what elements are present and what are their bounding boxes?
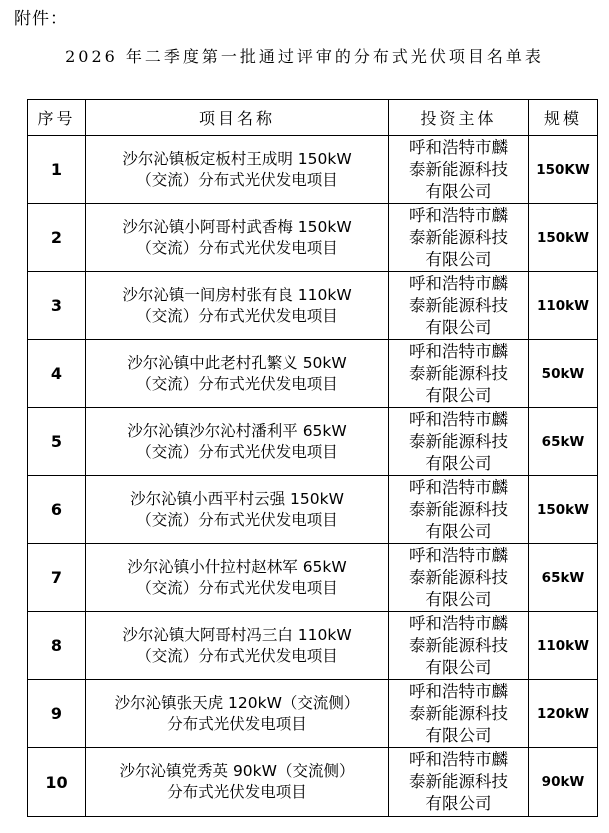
project-name-line: （交流）分布式光伏发电项目 xyxy=(136,238,338,257)
attachment-label: 附件： xyxy=(14,9,68,29)
row-index-cell: 9 xyxy=(28,680,86,748)
scale-cell: 150kW xyxy=(529,204,598,272)
table-row xyxy=(28,544,598,612)
row-index-cell: 8 xyxy=(28,612,86,680)
row-index-cell: 10 xyxy=(28,748,86,817)
investor-name-line: 呼和浩特市麟 xyxy=(409,341,508,361)
scale-cell: 120kW xyxy=(529,680,598,748)
project-name-line: 沙尔沁镇沙尔沁村潘利平 65kW xyxy=(127,421,347,440)
investor-name-line: 泰新能源科技 xyxy=(409,567,508,587)
investor-name-line: 呼和浩特市麟 xyxy=(409,545,508,565)
investor-name-line: 呼和浩特市麟 xyxy=(409,477,508,497)
investor-name-line: 泰新能源科技 xyxy=(409,295,508,315)
row-index-cell: 4 xyxy=(28,340,86,408)
scale-cell: 65kW xyxy=(529,544,598,612)
investor-cell xyxy=(389,748,529,817)
investor-cell xyxy=(389,680,529,748)
investor-cell xyxy=(389,340,529,408)
investor-cell xyxy=(389,136,529,204)
row-index-cell: 6 xyxy=(28,476,86,544)
project-name-line: （交流）分布式光伏发电项目 xyxy=(136,170,338,189)
table-row xyxy=(28,408,598,476)
scale-cell: 90kW xyxy=(529,748,598,817)
investor-cell xyxy=(389,612,529,680)
row-index-cell: 2 xyxy=(28,204,86,272)
table-body xyxy=(28,136,598,817)
investor-name-line: 呼和浩特市麟 xyxy=(409,750,508,769)
project-name-cell xyxy=(86,612,389,680)
investor-name-line: 泰新能源科技 xyxy=(409,363,508,383)
project-name-line: （交流）分布式光伏发电项目 xyxy=(136,374,338,393)
project-name-cell xyxy=(86,544,389,612)
investor-name-line: 泰新能源科技 xyxy=(409,159,508,179)
scale-cell: 65kW xyxy=(529,408,598,476)
project-name-line: （交流）分布式光伏发电项目 xyxy=(136,306,338,325)
investor-cell xyxy=(389,204,529,272)
project-name-line: 沙尔沁镇小西平村云强 150kW xyxy=(130,489,344,508)
project-name-line: 沙尔沁镇党秀英 90kW（交流侧） xyxy=(119,762,355,780)
investor-name-line: 泰新能源科技 xyxy=(409,431,508,451)
investor-cell xyxy=(389,544,529,612)
project-name-cell xyxy=(86,476,389,544)
scale-cell: 50kW xyxy=(529,340,598,408)
header-project-name: 项目名称 xyxy=(86,100,389,136)
row-index-cell: 5 xyxy=(28,408,86,476)
project-name-line: 沙尔沁镇小什拉村赵林军 65kW xyxy=(127,557,347,576)
table-row xyxy=(28,136,598,204)
row-index-cell: 7 xyxy=(28,544,86,612)
investor-name-line: 有限公司 xyxy=(425,521,492,541)
investor-name-line: 泰新能源科技 xyxy=(409,635,508,655)
project-name-cell xyxy=(86,204,389,272)
investor-name-line: 呼和浩特市麟 xyxy=(409,205,508,225)
project-name-line: 沙尔沁镇一间房村张有良 110kW xyxy=(122,285,352,304)
project-name-line: 沙尔沁镇中此老村孔繁义 50kW xyxy=(127,353,347,372)
investor-name-line: 呼和浩特市麟 xyxy=(409,409,508,429)
investor-name-line: 有限公司 xyxy=(425,317,492,337)
row-index-cell: 1 xyxy=(28,136,86,204)
table-row xyxy=(28,680,598,748)
row-index-cell: 3 xyxy=(28,272,86,340)
investor-name-line: 有限公司 xyxy=(425,725,492,745)
scale-cell: 150KW xyxy=(529,136,598,204)
investor-name-line: 有限公司 xyxy=(425,453,492,473)
table-row xyxy=(28,612,598,680)
project-name-line: （交流）分布式光伏发电项目 xyxy=(136,442,338,461)
header-scale: 规模 xyxy=(529,100,598,136)
project-name-cell xyxy=(86,680,389,748)
table-row xyxy=(28,340,598,408)
investor-name-line: 呼和浩特市麟 xyxy=(409,681,508,701)
investor-name-line: 呼和浩特市麟 xyxy=(409,137,508,157)
project-name-line: 沙尔沁镇小阿哥村武香梅 150kW xyxy=(122,217,352,236)
investor-name-line: 呼和浩特市麟 xyxy=(409,613,508,633)
investor-name-line: 有限公司 xyxy=(425,589,492,609)
project-name-line: （交流）分布式光伏发电项目 xyxy=(136,578,338,597)
project-name-line: 分布式光伏发电项目 xyxy=(167,783,307,801)
project-name-cell xyxy=(86,136,389,204)
scale-cell: 110kW xyxy=(529,272,598,340)
project-name-line: （交流）分布式光伏发电项目 xyxy=(136,510,338,529)
investor-name-line: 有限公司 xyxy=(425,794,492,813)
project-list-table xyxy=(27,99,598,817)
investor-name-line: 有限公司 xyxy=(425,181,492,201)
project-name-cell xyxy=(86,408,389,476)
scale-cell: 150kW xyxy=(529,476,598,544)
investor-cell xyxy=(389,408,529,476)
table-header-row xyxy=(28,100,598,136)
project-name-cell xyxy=(86,748,389,817)
project-name-line: 沙尔沁镇张天虎 120kW（交流侧） xyxy=(114,693,360,712)
project-name-line: 沙尔沁镇大阿哥村冯三白 110kW xyxy=(122,625,352,644)
investor-name-line: 有限公司 xyxy=(425,385,492,405)
investor-name-line: 有限公司 xyxy=(425,249,492,269)
investor-name-line: 泰新能源科技 xyxy=(409,499,508,519)
project-name-line: 沙尔沁镇板定板村王成明 150kW xyxy=(122,149,352,168)
project-name-line: 分布式光伏发电项目 xyxy=(167,714,307,733)
investor-cell xyxy=(389,272,529,340)
investor-name-line: 呼和浩特市麟 xyxy=(409,273,508,293)
table-row xyxy=(28,272,598,340)
investor-name-line: 有限公司 xyxy=(425,657,492,677)
table-row xyxy=(28,748,598,817)
investor-name-line: 泰新能源科技 xyxy=(409,703,508,723)
investor-name-line: 泰新能源科技 xyxy=(409,227,508,247)
investor-cell xyxy=(389,476,529,544)
table-row xyxy=(28,476,598,544)
header-index: 序号 xyxy=(28,100,86,136)
project-name-cell xyxy=(86,340,389,408)
investor-name-line: 泰新能源科技 xyxy=(409,772,508,791)
project-name-line: （交流）分布式光伏发电项目 xyxy=(136,646,338,665)
scale-cell: 110kW xyxy=(529,612,598,680)
project-name-cell xyxy=(86,272,389,340)
header-investor: 投资主体 xyxy=(389,100,529,136)
document-title: 2026 年二季度第一批通过评审的分布式光伏项目名单表 xyxy=(65,47,544,66)
table-row xyxy=(28,204,598,272)
